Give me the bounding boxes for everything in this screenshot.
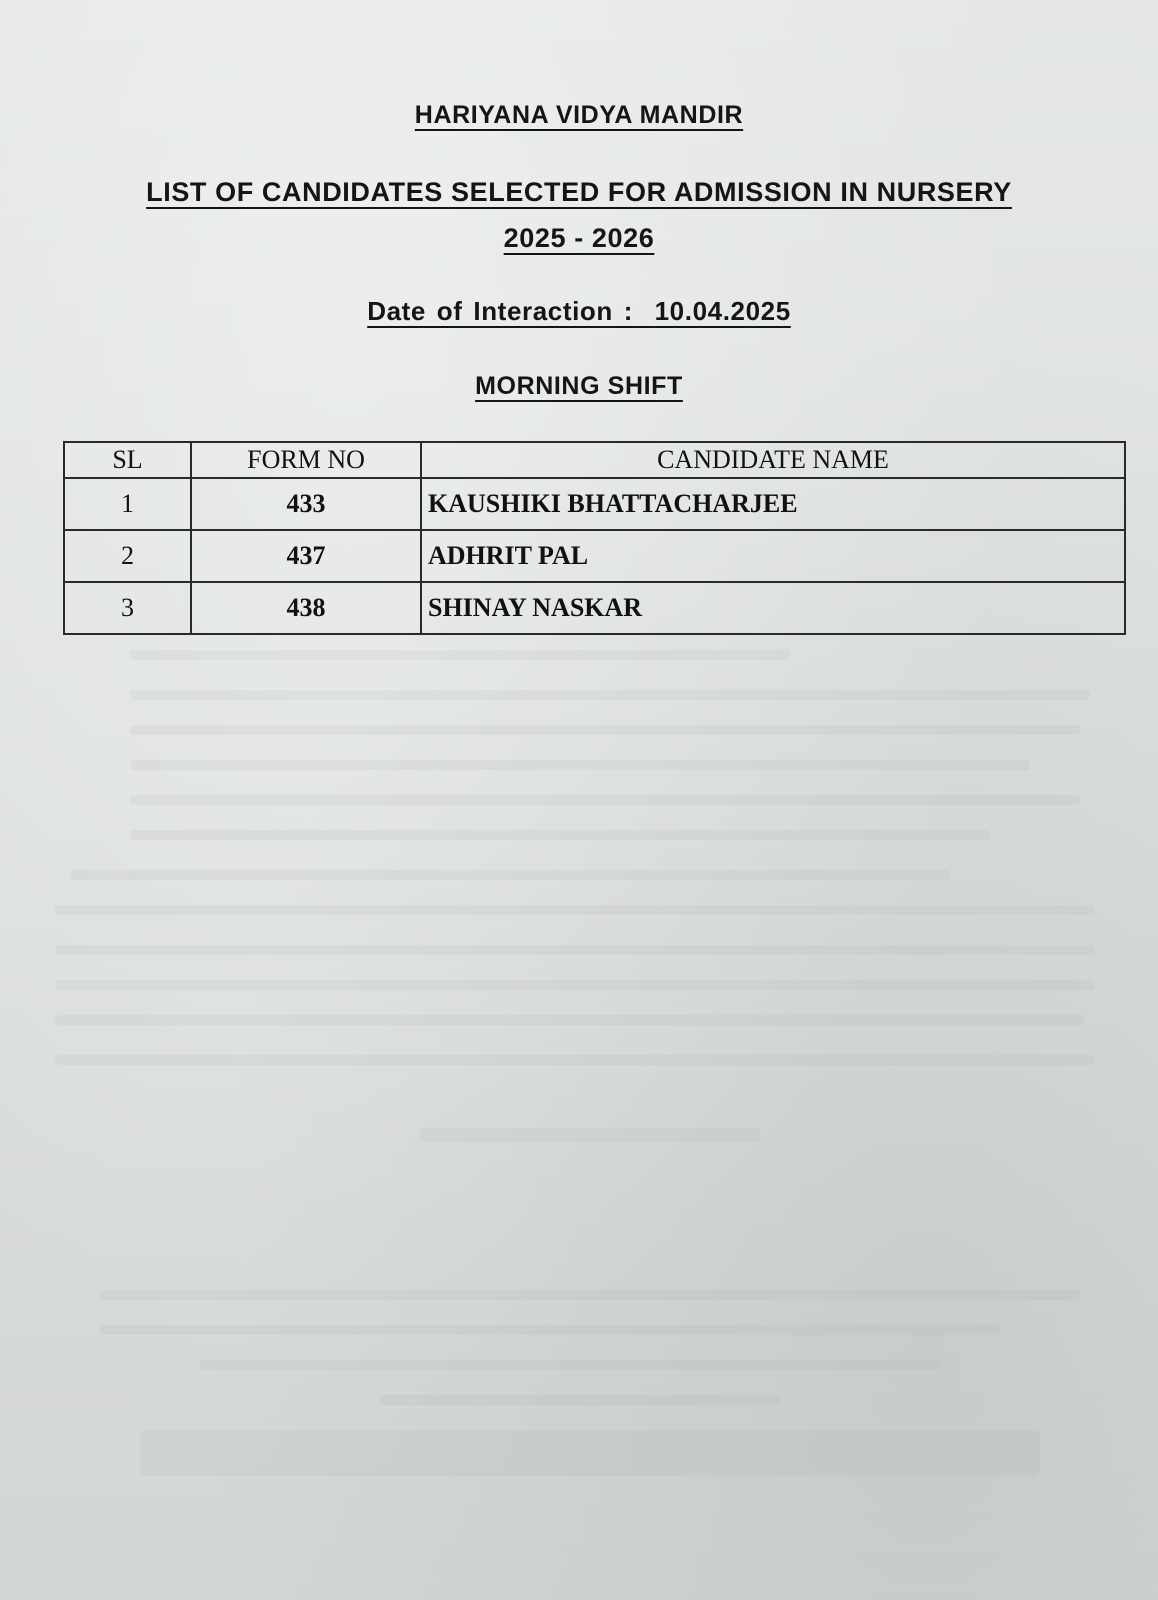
session-years: 2025 - 2026 (503, 223, 655, 253)
header-row (64, 442, 1125, 478)
interaction-date-heading (0, 296, 1158, 327)
session-heading (0, 223, 1158, 254)
table-row (64, 478, 1125, 530)
table-row (64, 530, 1125, 582)
table-body (64, 478, 1125, 634)
table-row (64, 582, 1125, 634)
header-form-no: FORM NO (191, 442, 421, 478)
cell-form-no: 437 (191, 530, 421, 582)
shift-label: MORNING SHIFT (475, 372, 683, 400)
cell-sl: 3 (64, 582, 191, 634)
header-candidate-name: CANDIDATE NAME (421, 442, 1125, 478)
list-title: LIST OF CANDIDATES SELECTED FOR ADMISSION IN NURSERY (146, 177, 1012, 207)
cell-candidate-name: KAUSHIKI BHATTACHARJEE (421, 478, 1125, 530)
school-name-heading (0, 101, 1158, 130)
interaction-line (367, 296, 791, 326)
interaction-label: Date of Interaction : (367, 296, 633, 326)
cell-candidate-name: SHINAY NASKAR (421, 582, 1125, 634)
interaction-date: 10.04.2025 (654, 296, 791, 326)
shift-heading (0, 372, 1158, 401)
school-name: HARIYANA VIDYA MANDIR (414, 101, 744, 129)
header-sl: SL (64, 442, 191, 478)
candidates-table (63, 441, 1126, 635)
cell-form-no: 438 (191, 582, 421, 634)
cell-candidate-name: ADHRIT PAL (421, 530, 1125, 582)
cell-form-no: 433 (191, 478, 421, 530)
cell-sl: 1 (64, 478, 191, 530)
table-header (64, 442, 1125, 478)
cell-sl: 2 (64, 530, 191, 582)
list-title-heading (0, 177, 1158, 208)
